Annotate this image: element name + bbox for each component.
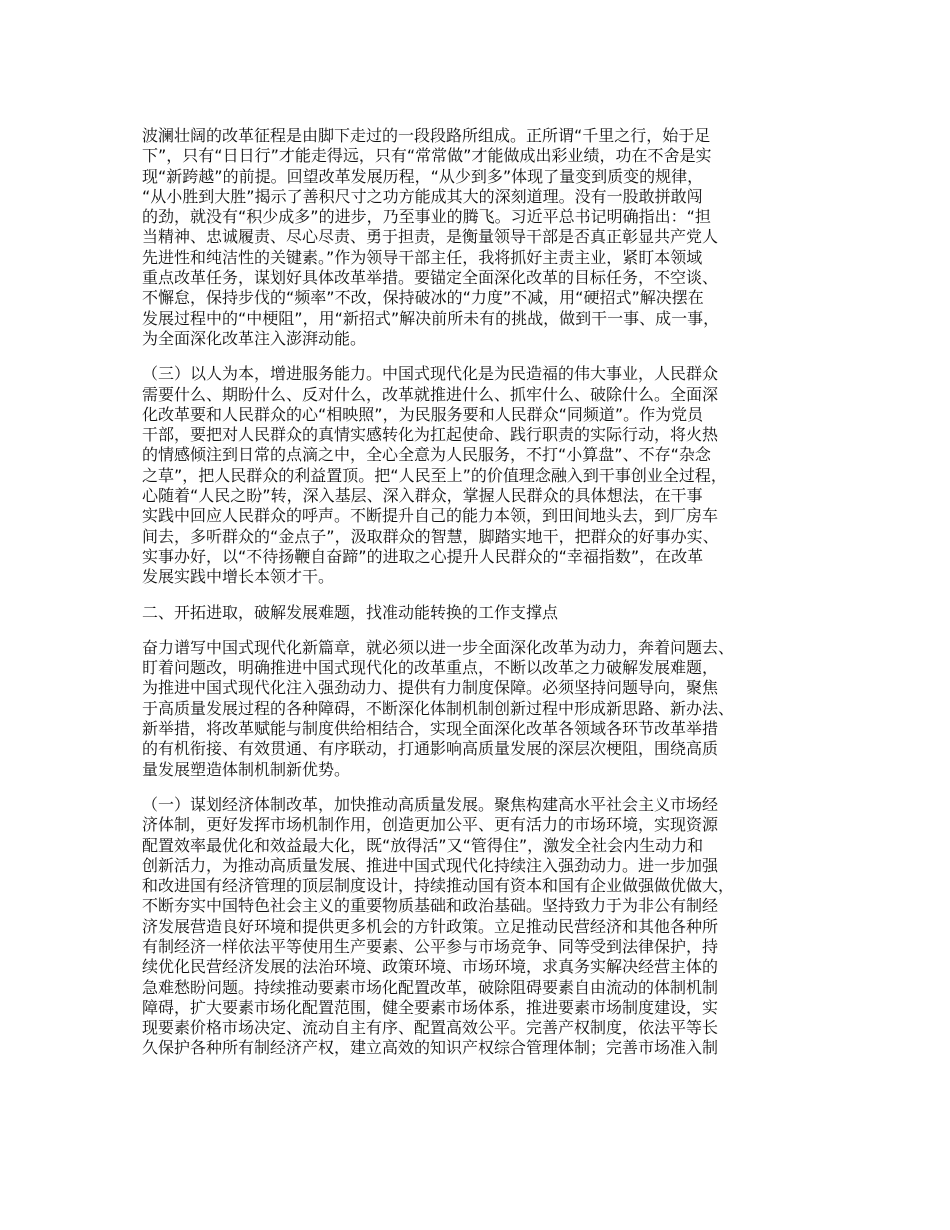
text-line: 的劲，就没有“积少成多”的进步，乃至事业的腾飞。习近平总书记明确指出：“担 — [142, 207, 711, 227]
text-line: 下”，只有“日日行”才能走得远，只有“常常做”才能做成出彩业绩，功在不舍是实 — [142, 146, 712, 166]
paragraph-people-centered — [142, 364, 832, 587]
text-line: 心随着“人民之盼”转，深入基层、深入群众，掌握人民群众的具体想法，在干事 — [142, 486, 703, 506]
text-line: 的有机衔接、有效贯通、有序联动，打通影响高质量发展的深层次梗阻，围绕高质 — [142, 739, 719, 759]
text-line: 创新活力，为推动高质量发展、推进中国式现代化持续注入强劲动力。进一步加强 — [142, 855, 719, 875]
text-line: 的情感倾注到日常的点滴之中，全心全意为人民服务，不打“小算盘”、不存“杂念 — [142, 445, 711, 465]
text-line: 发展实践中增长本领才干。 — [142, 567, 335, 587]
text-line: 波澜壮阔的改革征程是由脚下走过的一段段路所组成。正所谓“千里之行，始于足 — [142, 126, 711, 145]
text-line: 于高质量发展过程的各种障碍，不断深化体制机制创新过程中形成新思路、新办法、 — [142, 698, 735, 718]
text-line: 实践中回应人民群众的呼声。不断提升自己的能力本领，到田间地头去，到厂房车 — [142, 506, 719, 526]
text-line: 和改进国有经济管理的顶层制度设计，持续推动国有资本和国有企业做强做优做大， — [142, 876, 735, 896]
text-line: 现“新跨越”的前提。回望改革发展历程，“从少到多”体现了量变到质变的规律， — [142, 166, 704, 186]
text-line: 久保护各种所有制经济产权，建立高效的知识产权综合管理体制；完善市场准入制 — [142, 1038, 719, 1058]
document-page — [142, 126, 832, 1074]
heading-line: 二、开拓进取，破解发展难题，找准动能转换的工作支撑点 — [142, 602, 559, 622]
text-line: 济体制，更好发挥市场机制作用，创造更加公平、更有活力的市场环境，实现资源 — [142, 815, 719, 835]
text-line: 量发展塑造体制机制新优势。 — [142, 759, 351, 779]
text-line: 为推进中国式现代化注入强劲动力、提供有力制度保障。必须坚持问题导向，聚焦 — [142, 678, 719, 698]
text-line: 当精神、忠诚履责、尽心尽责、勇于担责，是衡量领导干部是否真正彰显共产党人 — [142, 227, 719, 247]
text-line: 新举措，将改革赋能与制度供给相结合，实现全面深化改革各领域各环节改革举措 — [142, 719, 719, 739]
text-line: “从小胜到大胜”揭示了善积尺寸之功方能成其大的深刻道理。没有一股敢拼敢闯 — [142, 186, 703, 206]
text-line: 奋力谱写中国式现代化新篇章，就必须以进一步全面深化改革为动力，奔着问题去、 — [142, 637, 735, 657]
text-line: 急难愁盼问题。持续推动要素市场化配置改革，破除阻碍要素自由流动的体制机制 — [142, 977, 719, 997]
paragraph-problem-oriented — [142, 638, 832, 780]
text-line: 之草”，把人民群众的利益置顶。把“人民至上”的价值理念融入到干事创业全过程， — [142, 465, 727, 485]
text-line: 为全面深化改革注入澎湃动能。 — [142, 328, 367, 348]
text-line: 现要素价格市场决定、流动自主有序、配置高效公平。完善产权制度，依法平等长 — [142, 1018, 719, 1038]
text-line: 障碍，扩大要素市场化配置范围，健全要素市场体系，推进要素市场制度建设，实 — [142, 997, 719, 1017]
text-line: 配置效率最优化和效益最大化，既“放得活”又“管得住”，激发全社会内生动力和 — [142, 835, 704, 855]
text-line: 需要什么、期盼什么、反对什么，改革就推进什么、抓牢什么、破除什么。全面深 — [142, 384, 719, 404]
text-line: 续优化民营经济发展的法治环境、政策环境、市场环境，求真务实解决经营主体的 — [142, 957, 719, 977]
text-line: 干部，要把对人民群众的真情实感转化为扛起使命、践行职责的实际行动，将火热 — [142, 425, 719, 445]
text-line: 不懈怠，保持步伐的“频率”不改，保持破冰的“力度”不减，用“硬招式”解决摆在 — [142, 288, 704, 308]
text-line: 实事办好，以“不待扬鞭自奋蹄”的进取之心提升人民群众的“幸福指数”，在改革 — [142, 546, 704, 566]
text-line: 间去，多听群众的“金点子”，汲取群众的智慧，脚踏实地干，把群众的好事办实、 — [142, 526, 719, 546]
paragraph-reform-journey — [142, 126, 832, 349]
text-line: （一）谋划经济体制改革，加快推动高质量发展。聚焦构建高水平社会主义市场经 — [142, 794, 719, 814]
text-line: 不断夯实中国特色社会主义的重要物质基础和政治基础。坚持致力于为非公有制经 — [142, 896, 719, 916]
text-line: 化改革要和人民群众的心“相映照”，为民服务要和人民群众“同频道”。作为党员 — [142, 404, 704, 424]
text-line: 发展过程中的“中梗阻”，用“新招式”解决前所未有的挑战，做到干一事、成一事， — [142, 308, 720, 328]
section-heading — [142, 603, 832, 623]
text-line: （三）以人为本，增进服务能力。中国式现代化是为民造福的伟大事业，人民群众 — [142, 364, 719, 384]
text-line: 济发展营造良好环境和提供更多机会的方针政策。立足推动民营经济和其他各种所 — [142, 916, 719, 936]
text-line: 先进性和纯洁性的关键素。”作为领导干部主任，我将抓好主责主业，紧盯本领域 — [142, 247, 703, 267]
paragraph-economic-reform — [142, 795, 832, 1059]
text-line: 有制经济一样依法平等使用生产要素、公平参与市场竞争、同等受到法律保护，持 — [142, 936, 719, 956]
text-line: 盯着问题改，明确推进中国式现代化的改革重点，不断以改革之力破解发展难题， — [142, 658, 719, 678]
text-line: 重点改革任务，谋划好具体改革举措。要锚定全面深化改革的目标任务，不空谈、 — [142, 268, 719, 288]
